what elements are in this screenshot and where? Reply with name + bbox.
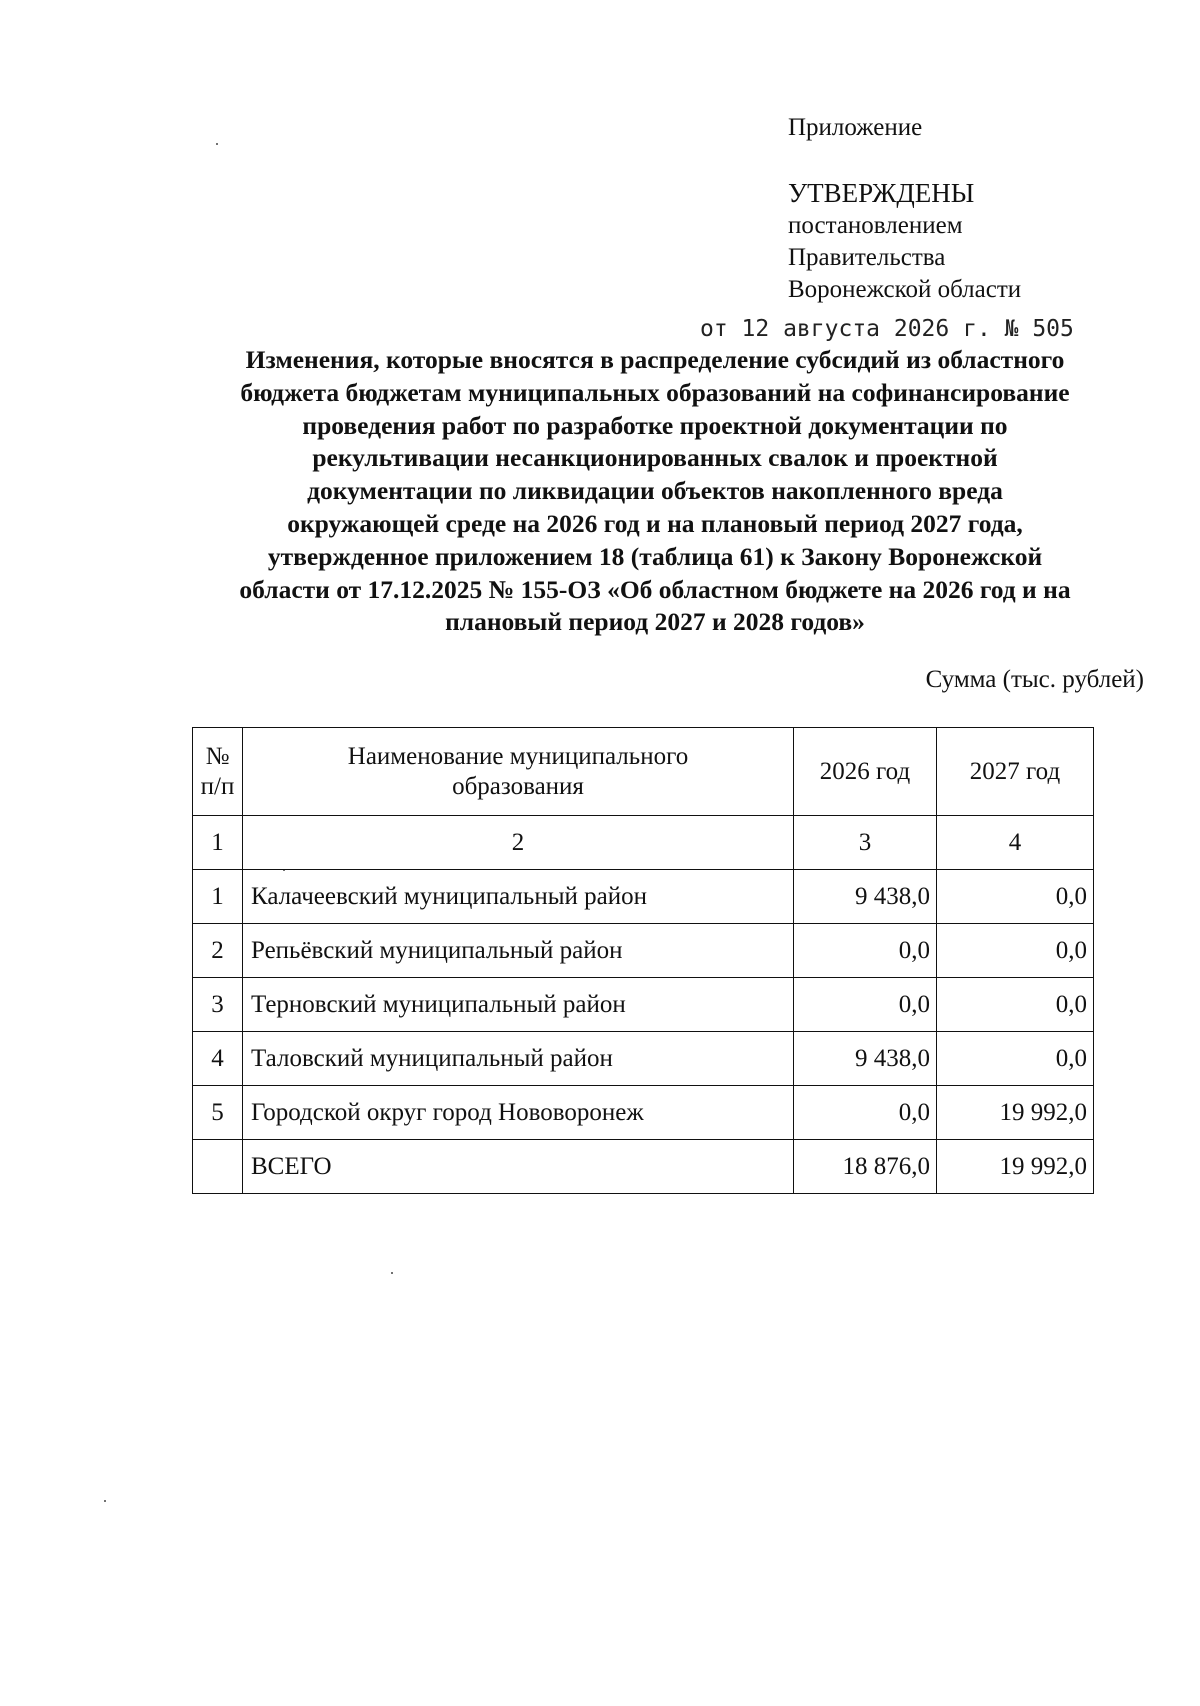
header-name: Наименование муниципального образования — [243, 728, 794, 816]
scan-speck — [216, 143, 218, 145]
title-line: утвержденное приложением 18 (таблица 61) к Закону Воронежской — [267, 541, 1043, 571]
units-label: Сумма (тыс. рублей) — [925, 666, 1144, 693]
title-line: области от 17.12.2025 № 155-ОЗ «Об областном бюджете на 2026 год и на — [239, 574, 1071, 604]
title-line: плановый период 2027 и 2028 годов» — [445, 607, 865, 637]
title-line: бюджета бюджетам муниципальных образований на софинансирование — [240, 377, 1070, 407]
approved-line: Воронежской области — [788, 276, 1022, 303]
total-label: ВСЕГО — [243, 1140, 794, 1194]
title-line: документации по ликвидации объектов накопленного вреда — [307, 476, 1003, 506]
municipality-name: Калачеевский муниципальный район — [243, 870, 794, 924]
table-row — [193, 1032, 1094, 1086]
table-row — [193, 924, 1094, 978]
column-index: 1 — [193, 816, 243, 870]
table-header-row — [193, 728, 1094, 816]
amount-2026: 9 438,0 — [794, 870, 937, 924]
header-2027: 2027 год — [937, 728, 1094, 816]
subsidy-table — [192, 727, 1094, 1194]
amount-2027: 0,0 — [937, 1032, 1094, 1086]
amount-2026: 0,0 — [794, 924, 937, 978]
decree-date: от 12 августа 2026 г. № 505 — [700, 316, 1074, 342]
title-line: рекультивации несанкционированных свалок и проектной — [312, 443, 998, 473]
scan-speck — [104, 1500, 106, 1502]
municipality-name: Городской округ город Нововоронеж — [243, 1086, 794, 1140]
amount-2026: 9 438,0 — [794, 1032, 937, 1086]
municipality-name: Таловский муниципальный район — [243, 1032, 794, 1086]
row-number: 3 — [193, 978, 243, 1032]
column-index: 2 — [243, 816, 794, 870]
column-index: 3 — [794, 816, 937, 870]
scan-speck — [391, 1272, 393, 1274]
amount-2026: 0,0 — [794, 1086, 937, 1140]
amount-2027: 0,0 — [937, 978, 1094, 1032]
title-line: Изменения, которые вносятся в распределение субсидий из областного — [245, 345, 1065, 374]
header-2026: 2026 год — [794, 728, 937, 816]
table-row — [193, 1086, 1094, 1140]
header-number: № п/п — [193, 728, 243, 816]
approved-line: постановлением — [788, 212, 963, 239]
row-number — [193, 1140, 243, 1194]
amount-2027: 19 992,0 — [937, 1086, 1094, 1140]
approval-block — [788, 176, 1021, 306]
municipality-name: Репьёвский муниципальный район — [243, 924, 794, 978]
table-row — [193, 870, 1094, 924]
row-number: 4 — [193, 1032, 243, 1086]
document-title — [190, 344, 1120, 639]
row-number: 1 — [193, 870, 243, 924]
total-2026: 18 876,0 — [794, 1140, 937, 1194]
row-number: 2 — [193, 924, 243, 978]
appendix-label: Приложение — [788, 114, 923, 141]
column-index: 4 — [937, 816, 1094, 870]
total-row — [193, 1140, 1094, 1194]
table-row — [193, 978, 1094, 1032]
amount-2027: 0,0 — [937, 924, 1094, 978]
amount-2026: 0,0 — [794, 978, 937, 1032]
approved-line: Правительства — [788, 244, 946, 271]
title-line: проведения работ по разработке проектной документации по — [302, 410, 1008, 440]
approved-heading: УТВЕРЖДЕНЫ — [788, 178, 975, 208]
column-index-row — [193, 816, 1094, 870]
municipality-name: Терновский муниципальный район — [243, 978, 794, 1032]
total-2027: 19 992,0 — [937, 1140, 1094, 1194]
amount-2027: 0,0 — [937, 870, 1094, 924]
row-number: 5 — [193, 1086, 243, 1140]
title-line: окружающей среде на 2026 год и на плановый период 2027 года, — [287, 508, 1023, 538]
